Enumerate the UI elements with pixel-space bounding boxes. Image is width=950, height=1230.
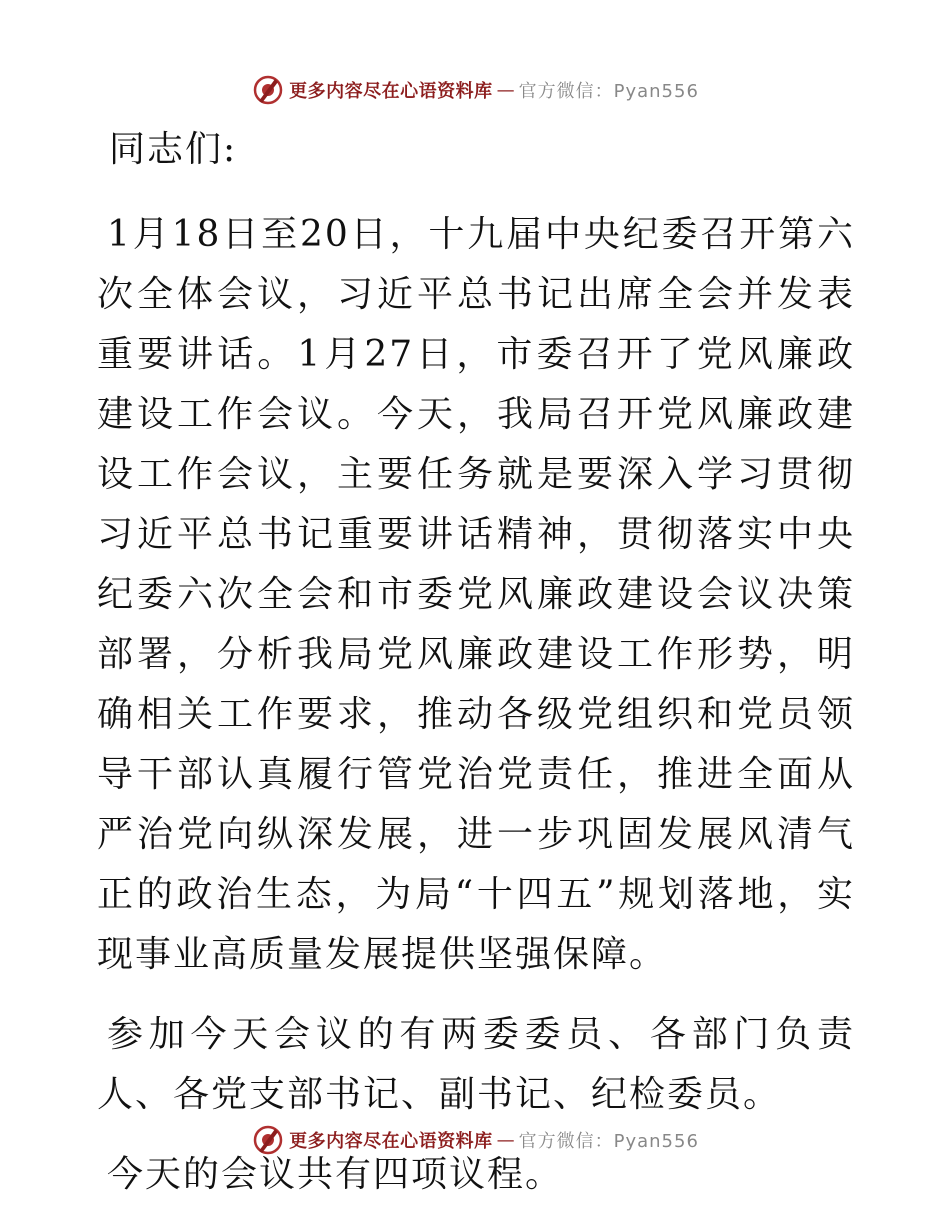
pen-logo-icon: [251, 1123, 285, 1157]
watermark-wechat: 官方微信：Pyan556: [518, 1131, 699, 1152]
watermark-wechat: 官方微信：Pyan556: [518, 81, 699, 102]
paragraph-attendees: 参加今天会议的有两委委员、各部门负责人、各党支部书记、副书记、纪检委员。: [97, 1014, 855, 1115]
pen-logo-icon: [251, 73, 285, 107]
watermark-text: 更多内容尽在心语资料库: [289, 81, 493, 102]
salutation: 同志们:: [109, 129, 238, 170]
document-body: [97, 120, 855, 1205]
watermark-banner-top: [0, 70, 950, 110]
paragraph-intro: 1月18日至20日，十九届中央纪委召开第六次全体会议，习近平总书记出席全会并发表重要讲话。1月27日，市委召开了党风廉政建设工作会议。今天，我局召开党风廉政建设工作会议，主要任务就是要深入学习贯彻习近平总书记重要讲话精神，贯彻落实中央纪委六次全会和市委党风廉政建设会议决策部署，分析我局党风廉政建设工作形势，明确相关工作要求，推动各级党组织和党员领导干部认真履行管党治党责任，推进全面从严治党向纵深发展，进一步巩固发展风清气正的政治生态，为局“十四五”规划落地，实现事业高质量发展提供坚强保障。: [97, 214, 855, 975]
watermark-dash: —: [496, 79, 515, 101]
watermark-text: 更多内容尽在心语资料库: [289, 1131, 493, 1152]
watermark-banner-bottom: [0, 1120, 950, 1160]
watermark-dash: —: [496, 1129, 515, 1151]
paragraph-agenda: 今天的会议共有四项议程。: [107, 1154, 564, 1195]
